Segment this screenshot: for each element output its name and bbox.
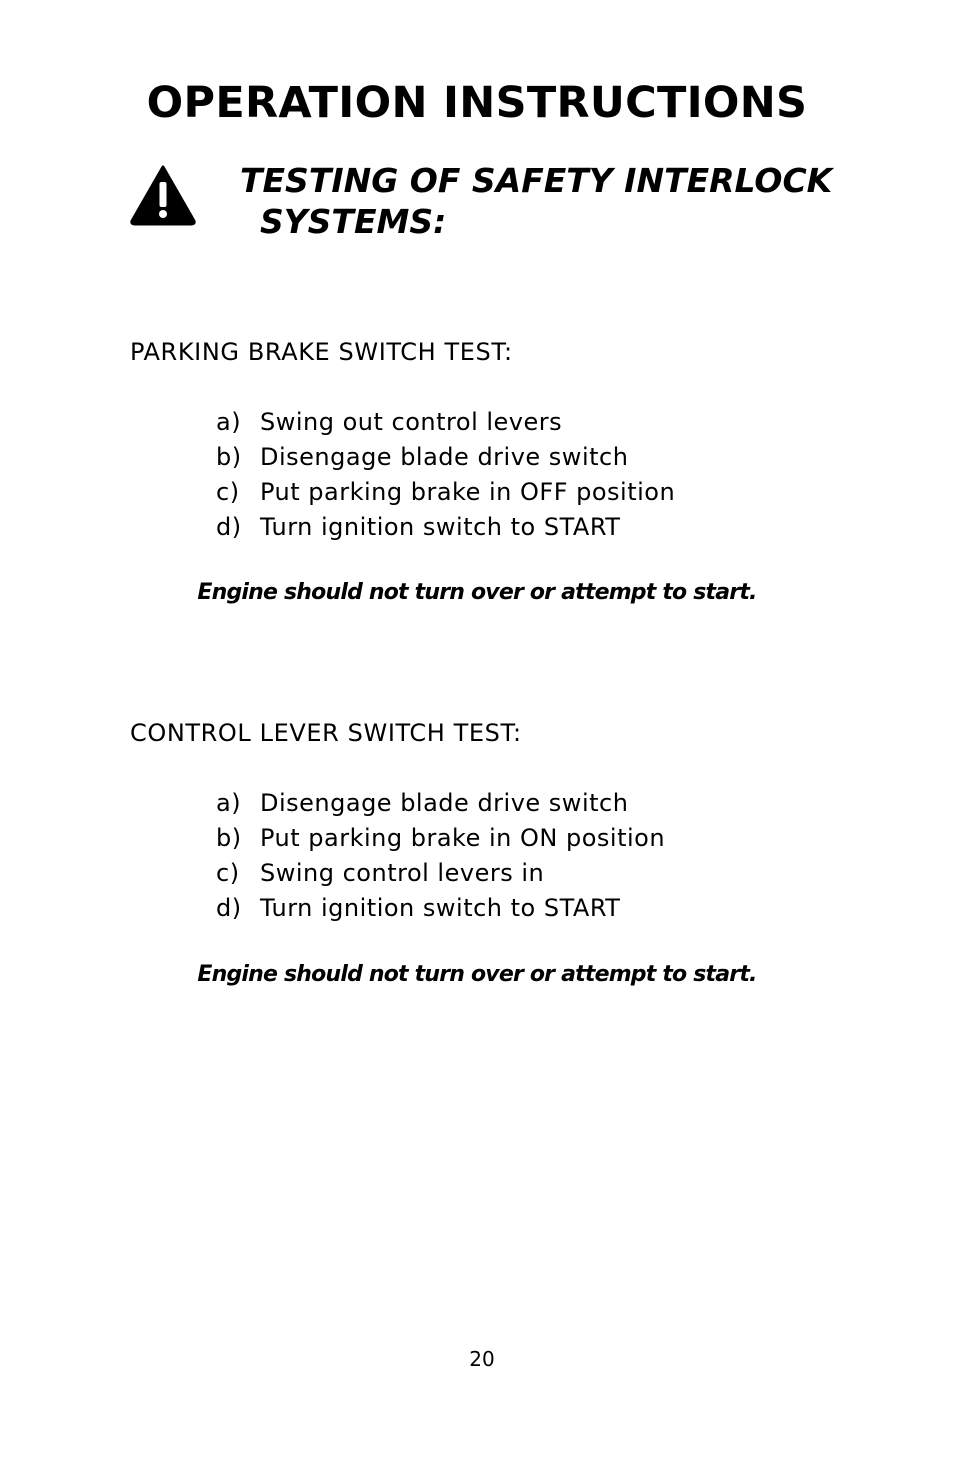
- section-title-line2: SYSTEMS:: [260, 202, 447, 241]
- warning-triangle-icon: [129, 164, 197, 226]
- step-marker: b): [216, 824, 242, 852]
- parking-brake-result-note: Engine should not turn over or attempt to start.: [197, 580, 757, 605]
- step-marker: b): [216, 443, 242, 471]
- control-lever-test-heading: CONTROL LEVER SWITCH TEST:: [130, 719, 522, 747]
- section-title-line1: TESTING OF SAFETY INTERLOCK: [240, 161, 833, 200]
- list-item: [216, 440, 675, 475]
- list-item: [216, 856, 665, 891]
- step-text: Disengage blade drive switch: [260, 789, 629, 817]
- step-marker: c): [216, 478, 240, 506]
- step-marker: a): [216, 789, 242, 817]
- step-text: Disengage blade drive switch: [260, 443, 629, 471]
- control-lever-steps: [216, 786, 665, 926]
- parking-brake-steps: [216, 405, 675, 545]
- list-item: [216, 786, 665, 821]
- step-text: Swing out control levers: [260, 408, 563, 436]
- step-text: Put parking brake in OFF position: [260, 478, 676, 506]
- step-marker: a): [216, 408, 242, 436]
- list-item: [216, 510, 675, 545]
- step-text: Turn ignition switch to START: [260, 894, 621, 922]
- page-number: 20: [469, 1347, 495, 1371]
- step-text: Turn ignition switch to START: [260, 513, 621, 541]
- list-item: [216, 891, 665, 926]
- step-text: Put parking brake in ON position: [260, 824, 666, 852]
- section-title: [240, 160, 880, 242]
- list-item: [216, 475, 675, 510]
- parking-brake-test-heading: PARKING BRAKE SWITCH TEST:: [130, 338, 513, 366]
- step-text: Swing control levers in: [260, 859, 545, 887]
- list-item: [216, 821, 665, 856]
- step-marker: c): [216, 859, 240, 887]
- step-marker: d): [216, 513, 242, 541]
- list-item: [216, 405, 675, 440]
- step-marker: d): [216, 894, 242, 922]
- page-title: OPERATION INSTRUCTIONS: [146, 78, 808, 128]
- control-lever-result-note: Engine should not turn over or attempt to start.: [197, 962, 757, 987]
